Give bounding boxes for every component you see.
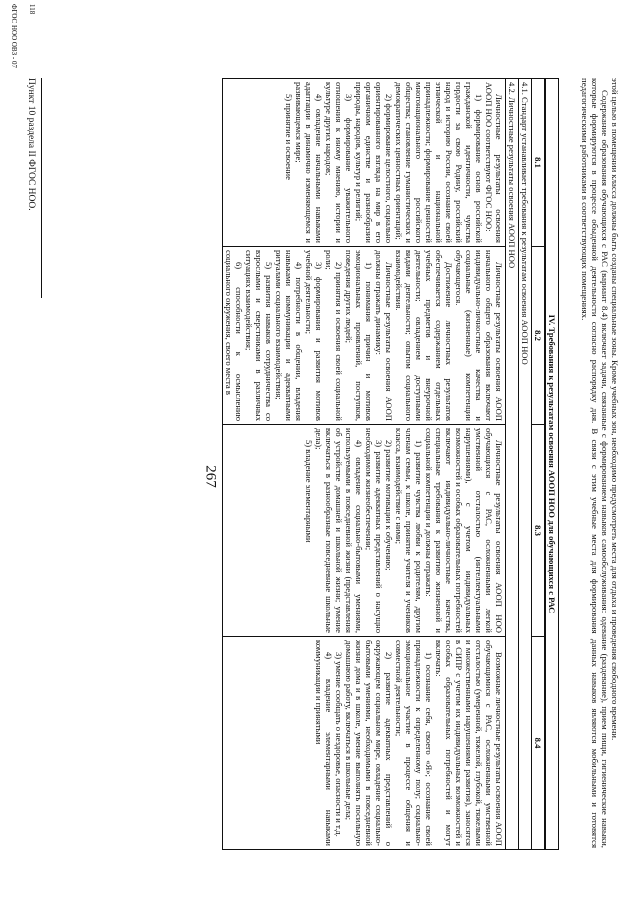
paragraph: 1) формирование основ российской гражданской идентичности, чувства гордости за свою Родину, российский народ и историю России, осознание своей этнической и национальной принадлежности; формирование ценностей многонационального российского общества; становление гуманистических и демократических ценностных ориентаций; (394, 82, 484, 243)
table-row (518, 79, 531, 849)
paragraph: 4) овладение начальными навыками адаптации в динамично изменяющемся и развивающемся мире; (294, 82, 324, 243)
paragraph: 6) способности к осмыслению социального окружения, своего места в (224, 250, 244, 421)
paragraph: 2) принятия и освоения своей социальной роли; (324, 250, 344, 421)
results-table (222, 78, 559, 850)
rotated-page (10, 4, 620, 848)
paragraph: 3) умение сообщать о нездоровье, опасности и т.д. (334, 652, 344, 837)
column-header: 8.3 (532, 425, 544, 637)
column-2-content (223, 247, 505, 425)
paragraph: 5) принятие и освоение (284, 94, 294, 180)
paragraph: 5) владение элементарными (304, 440, 314, 543)
paragraph: 5) развития навыков сотрудничества со взрослыми и сверстниками в различных ситуациях взаимодействия; (244, 250, 274, 421)
paragraph: 2) развитие адекватных представлений о окружающем социальном мире, овладение социально-бытовыми умениями, необходимыми в повседневной жизни дома и в школе, умение выполнять посильную домашнюю работу, включаться в школьные дела; (344, 640, 394, 846)
paragraph: 2) формирование целостного, социально ориентированного взгляда на мир в его органичном единстве и разнообразии природы, народов, культур и религий; (354, 82, 394, 243)
paragraph: Возможные личностные результаты освоения АООП обучающимися с РАС, осложненными умственной отсталостью (умеренной, тяжелой, глубокой, тяжелыми и множественными нарушениями развития), заносятся в СИПР с учетом их индивидуальных возможностей и особых образовательных потребностей и могут включать: (434, 640, 504, 846)
paragraph: Личностные результаты освоения АООП должны отражать динамику: (374, 250, 394, 421)
footnote-text: Пункт 10 раздела II ФГОС НОО. (26, 78, 36, 211)
intro-paragraph: Содержание образования обучающихся с РАС (вариант 8.4) включает задачи, связанные с формированием навыков самообслуживания: одевание (раздевание), прием пищи, гигиенические навыки, которые формируются в процессе обыденной деятельности согласно распорядку дня. В связи с этим учебные места для формирования данных навыков являются мобильными и готовятся педагогическими работниками в соответствующих помещениях. (580, 78, 610, 848)
paragraph: 4) владение элементарными навыками коммуникации и принятыми (314, 640, 334, 846)
table-row (505, 79, 518, 849)
paragraph: 4) потребности в общении, владения навыками коммуникации и адекватными ритуалами социального взаимодействия; (274, 250, 304, 421)
table-header-row (531, 79, 544, 849)
paragraph: 1) развитие чувства любви к родителям, другим членам семьи, к школе, принятие учителя и учеников класса, взаимодействие с ними; (394, 428, 424, 633)
section-title: IV. Требования к результатам освоения АООП НОО для обучающихся с РАС (547, 314, 557, 614)
paragraph: Достижение личностных результатов обеспечивается содержанием отдельных учебных предметов и внеурочной деятельности; овладением доступными видами деятельности; опытом социального взаимодействия. (394, 250, 454, 421)
column-3-content (223, 425, 505, 637)
row-42-text: 4.2. Личностные результаты освоения АООП НОО (507, 82, 517, 269)
paragraph: 3) развитие адекватных представлений о насущно необходимом жизнеобеспечении; (364, 428, 384, 633)
column-1-content (223, 79, 505, 247)
footnote-divider (41, 78, 42, 298)
paragraph: Личностные результаты освоения АООП НОО обучающихся с РАС, осложненными легкой умственной отсталостью (интеллектуальными нарушениями), с учетом индивидуальных возможностей и особых образовательных потребностей включают индивидуально-личностные качества, специальные требования к развитию жизненной и социальной компетенции и должны отражать: (424, 428, 504, 634)
paragraph: 1) осознание себя, своего «Я»; осознание своей принадлежности к определенному полу; социально-эмоциональное участие в процессе общения и совместной деятельности; (394, 640, 434, 846)
column-4-content (223, 637, 505, 849)
column-header: 8.1 (532, 79, 544, 247)
footnote-number: 118 (28, 4, 36, 15)
paragraph: 1) понимания причин и мотивов эмоциональных проявлений, поступков, поведения других людей; (344, 250, 374, 421)
paragraph: 3) формирования и развития мотивов учебной деятельности; (304, 250, 324, 421)
table-section-row (544, 79, 558, 849)
row-41-text: 4.1. Стандарт устанавливает требования к результатам освоения АООП НОО (520, 82, 530, 365)
column-header: 8.2 (532, 247, 544, 425)
intro-paragraph: этой целью в помещении класса должны быть созданы специальные зоны. Кроме учебных зон, необходимо предусмотреть места для отдыха и проведения свободного времени. (610, 78, 620, 741)
page-number: 267 (202, 465, 219, 488)
paragraph: Личностные результаты освоения АООП НОО соответствуют ФГОС НОО: (484, 82, 504, 243)
paragraph: 2) развитие мотивации к обучению; (384, 440, 394, 571)
paragraph: 4) овладение социально-бытовыми умениями, используемыми в повседневной жизни (представления об устройстве домашней и школьной жизни; умение включаться в разнообразные повседневные школьные дела); (314, 428, 364, 633)
document-code: ФГОС НОО ОВЗ - 07 (10, 4, 18, 68)
table-row (223, 79, 505, 849)
column-header: 8.4 (533, 737, 543, 749)
paragraph: 3) формирование уважительного отношения к иному мнению, истории и культуре других народов; (324, 82, 354, 243)
intro-text (580, 78, 620, 848)
paragraph: Личностные результаты освоения АООП начального общего образования включают индивидуально-личностные качества и социальные (жизненные) компетенции обучающегося. (454, 250, 504, 421)
